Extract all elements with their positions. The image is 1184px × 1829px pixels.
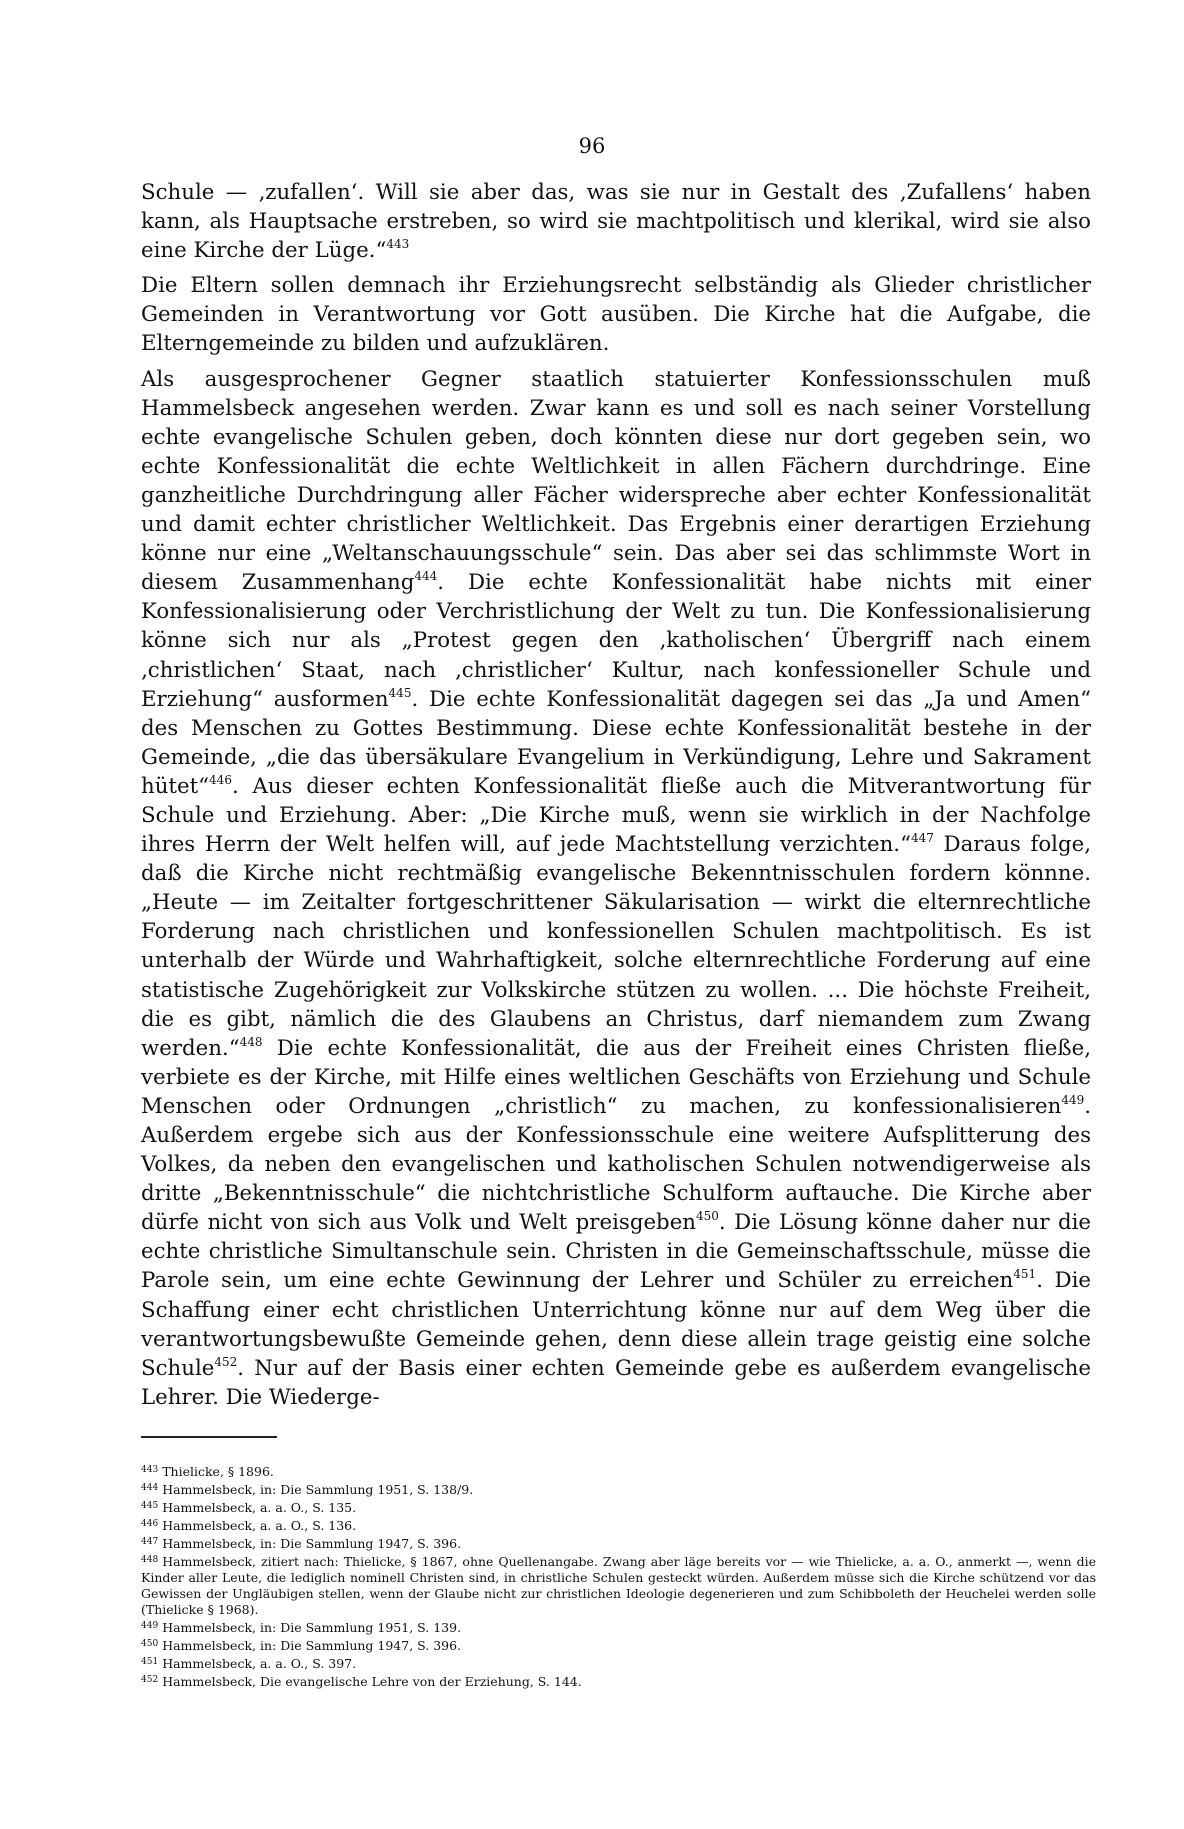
footnote-reference: 449 xyxy=(1061,1092,1085,1107)
paragraph-text: . Außerdem ergebe sich aus der Konfessionsschule eine weitere Aufsplitterung des Volkes, da neben den evangelischen und katholischen Schulen notwendigerweise als dritte „Bekenntnisschule“ die nichtchristliche Schulform auftauche. Die Kirche aber dürfe nicht von sich aus Volk und Welt preisgeben xyxy=(141,1093,1091,1236)
paragraph xyxy=(141,178,1091,265)
footnote-number: 445 xyxy=(141,1501,159,1511)
footnote-text: Hammelsbeck, zitiert nach: Thielicke, § 1867, ohne Quellenangabe. Zwang aber läge bereits vor — wie Thielicke, a. a. O., anmerkt —, wenn die Kinder aller Leute, die lediglich nominell Christen sind, in christliche Schulen gesteckt würden. Außerdem müsse sich die Kirche schützend vor das Gewissen der Ungläubigen stellen, wenn der Glaube nicht zur christlichen Ideologie degenerieren und zum Schibboleth der Heuchelei werden solle (Thielicke § 1968). xyxy=(141,1554,1096,1617)
paragraph-text: . Die echte Konfessionalität dagegen sei das „Ja und Amen“ des Menschen zu Gottes Bestimmung. Diese echte Konfessionalität bestehe in der Gemeinde, „die das übersäkulare Evangelium in Verkündigung, Lehre und Sakrament hütet“ xyxy=(141,686,1091,799)
footnote-text: Thielicke, § 1896. xyxy=(162,1464,274,1479)
footnote xyxy=(141,1462,1096,1480)
footnote-number: 448 xyxy=(141,1555,159,1565)
footnote-text: Hammelsbeck, in: Die Sammlung 1947, S. 396. xyxy=(162,1536,462,1551)
footnote-reference: 443 xyxy=(386,237,410,252)
footnote xyxy=(141,1498,1096,1516)
paragraph xyxy=(141,271,1091,358)
footnote-reference: 447 xyxy=(910,831,934,846)
footnote-reference: 446 xyxy=(209,772,232,787)
footnote xyxy=(141,1636,1096,1654)
paragraph xyxy=(141,365,1091,1412)
paragraph-text: Als ausgesprochener Gegner staatlich statuierter Konfessionsschulen muß Hammelsbeck angesehen werden. Zwar kann es und soll es nach seiner Vorstellung echte evangelische Schulen geben, doch könnten diese nur dort gegeben sein, wo echte Konfessionalität die echte Weltlichkeit in allen Fächern durchdringe. Eine ganzheitliche Durchdringung aller Fächer widerspreche aber echter Konfessionalität und damit echter christlicher Weltlichkeit. Das Ergebnis einer derartigen Erziehung könne nur eine „Weltanschauungsschule“ sein. Das aber sei das schlimmste Wort in diesem Zusammenhang xyxy=(141,366,1091,596)
footnote-reference: 452 xyxy=(214,1354,238,1369)
footnote-text: Hammelsbeck, Die evangelische Lehre von der Erziehung, S. 144. xyxy=(162,1674,582,1689)
footnote-text: Hammelsbeck, in: Die Sammlung 1951, S. 139. xyxy=(162,1620,462,1635)
paragraph-text: Schule — ‚zufallen‘. Will sie aber das, was sie nur in Gestalt des ‚Zufallens‘ haben kann, als Hauptsache erstreben, so wird sie machtpolitisch und klerikal, wird sie also eine Kirche der Lüge.“ xyxy=(141,180,1091,264)
footnote-number: 449 xyxy=(141,1621,159,1631)
footnote-reference: 451 xyxy=(1013,1267,1037,1282)
footnote-text: Hammelsbeck, a. a. O., S. 135. xyxy=(162,1500,357,1515)
footnote-number: 444 xyxy=(141,1483,159,1493)
footnote xyxy=(141,1480,1096,1498)
paragraph-text: . Die Schaffung einer echt christlichen Unterrichtung könne nur auf dem Weg über die verantwortungsbewußte Gemeinde gehen, denn diese allein trage geistig eine solche Schule xyxy=(141,1268,1091,1381)
paragraph-text: Die Eltern sollen demnach ihr Erziehungsrecht selbständig als Glieder christlicher Gemeinden in Verantwortung vor Gott ausüben. Die Kirche hat die Aufgabe, die Elterngemeinde zu bilden und aufzuklären. xyxy=(141,273,1091,357)
footnote xyxy=(141,1618,1096,1636)
footnote-reference: 444 xyxy=(414,569,438,584)
footnote xyxy=(141,1534,1096,1552)
footnote-number: 447 xyxy=(141,1537,159,1547)
footnote-text: Hammelsbeck, in: Die Sammlung 1951, S. 138/9. xyxy=(162,1482,474,1497)
footnote-reference: 448 xyxy=(239,1034,263,1049)
footnote xyxy=(141,1552,1096,1618)
footnote-text: Hammelsbeck, in: Die Sammlung 1947, S. 396. xyxy=(162,1638,462,1653)
footnotes xyxy=(141,1462,1096,1690)
footnote-text: Hammelsbeck, a. a. O., S. 397. xyxy=(162,1656,357,1671)
footnote-number: 451 xyxy=(141,1657,159,1667)
paragraph-text: Die echte Konfessionalität, die aus der Freiheit eines Christen fließe, verbiete es der Kirche, mit Hilfe eines weltlichen Geschäfts von Erziehung und Schule Menschen oder Ordnungen „christlich“ zu machen, zu konfessionalisieren xyxy=(141,1035,1091,1119)
footnote-number: 443 xyxy=(141,1465,159,1475)
footnote-reference: 450 xyxy=(696,1209,719,1224)
footnote-text: Hammelsbeck, a. a. O., S. 136. xyxy=(162,1518,357,1533)
footnote-separator xyxy=(141,1436,277,1438)
paragraph-text: . Die echte Konfessionalität habe nichts mit einer Konfessionalisierung oder Verchristlichung der Welt zu tun. Die Konfessionalisierung könne sich nur als „Protest gegen den ‚katholischen‘ Übergriff nach einem ‚christlichen‘ Staat, nach ‚christlicher‘ Kultur, nach konfessioneller Schule und Erziehung“ ausformen xyxy=(141,570,1092,712)
paragraph-text: . Nur auf der Basis einer echten Gemeinde gebe es außerdem evangelische Lehrer. Die Wiederge- xyxy=(141,1355,1091,1410)
footnote-number: 450 xyxy=(141,1639,159,1649)
body-text xyxy=(141,178,1091,1418)
page-number: 96 xyxy=(578,134,606,158)
footnote-reference: 445 xyxy=(388,685,412,700)
paragraph-text: . Die Lösung könne daher nur die echte christliche Simultanschule sein. Christen in die Gemeinschaftsschule, müsse die Parole sein, um eine echte Gewinnung der Lehrer und Schüler zu erreichen xyxy=(141,1210,1091,1294)
paragraph-text: Daraus folge, daß die Kirche nicht rechtmäßig evangelische Bekenntnisschulen fordern könnne. „Heute — im Zeitalter fortgeschrittener Säkularisation — wirkt die elternrechtliche Forderung nach christlichen und konfessionellen Schulen machtpolitisch. Es ist unterhalb der Würde und Wahrhaftigkeit, solche elternrechtliche Forderung auf eine statistische Zugehörigkeit zur Volkskirche stützen zu wollen. ... Die höchste Freiheit, die es gibt, nämlich die des Glaubens an Christus, darf niemandem zum Zwang werden.“ xyxy=(141,832,1092,1061)
footnote-number: 452 xyxy=(141,1675,159,1685)
footnote xyxy=(141,1672,1096,1690)
paragraph-text: . Aus dieser echten Konfessionalität fließe auch die Mitverantwortung für Schule und Erziehung. Aber: „Die Kirche muß, wenn sie wirklich in der Nachfolge ihres Herrn der Welt helfen will, auf jede Machtstellung verzichten.“ xyxy=(141,773,1091,858)
footnote-number: 446 xyxy=(141,1519,159,1529)
footnote xyxy=(141,1654,1096,1672)
footnote xyxy=(141,1516,1096,1534)
